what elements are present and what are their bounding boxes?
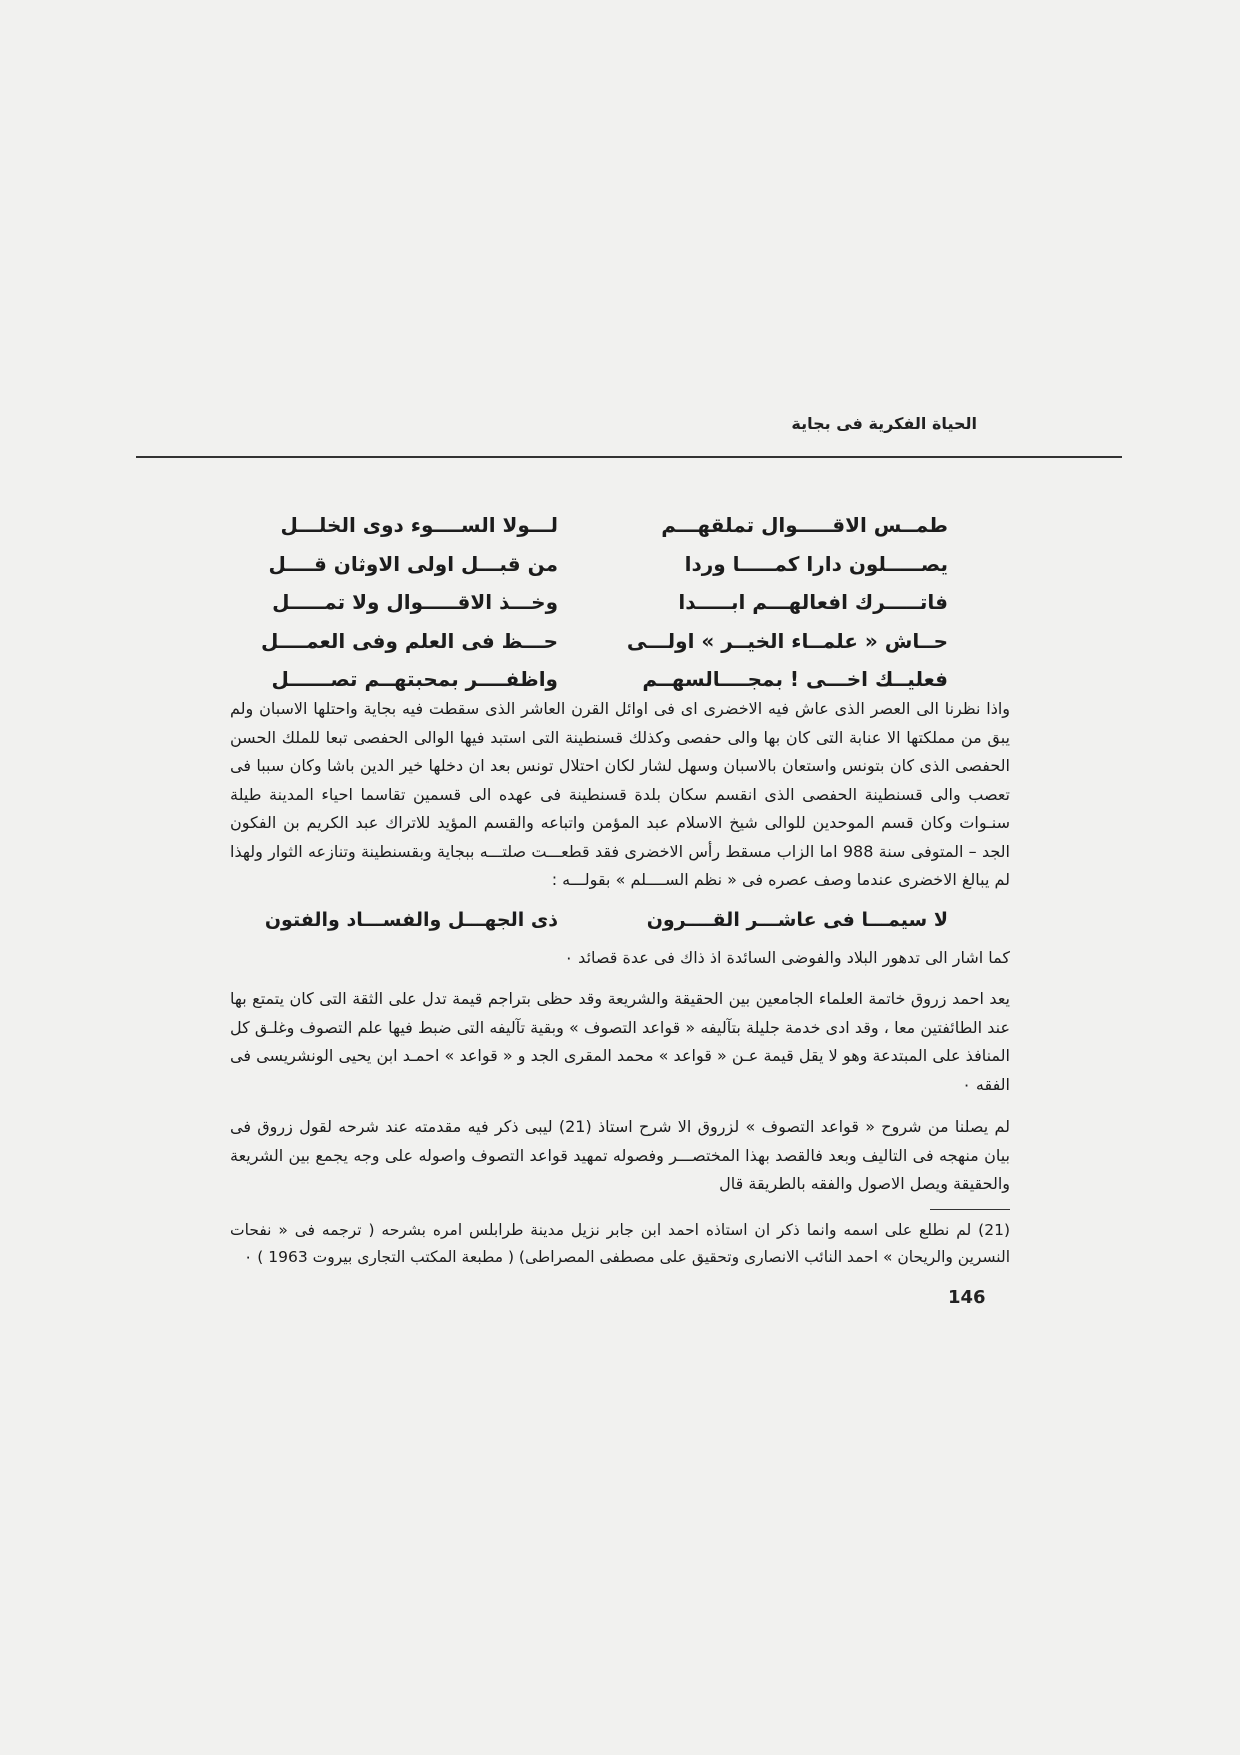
running-head: الحياة الفكرية فى بجاية: [791, 414, 977, 433]
footnote: (21) لم نطلع على اسمه وانما ذكر ان استاذه احمد ابن جابر نزيل مدينة طرابلس امره بشرحه ( ترجمه فى « نفحات النسرين والريحان » احمد النائب الانصارى وتحقيق على مصطفى المصراطى) ( مطبعة المكتب التجارى بيروت 1963 ) ٠: [230, 1221, 1010, 1266]
verse-hemistich-second: حـــظ فى العلم وفى العمــــل: [260, 628, 558, 653]
verse-hemistich-first: يصـــــلون دارا كمـــــا وردا: [684, 551, 948, 576]
verse-line: [228, 545, 948, 584]
verse-line: [228, 660, 948, 699]
verse-hemistich-first: لا سيمـــا فى عاشـــر القــــرون: [646, 909, 948, 931]
footnote-rule: [930, 1209, 1010, 1210]
verse-hemistich-first: فاتـــــرك افعالهـــم ابـــــدا: [678, 590, 948, 614]
verse-hemistich-first: حــاش « علمــاء الخيــر » اولـــى: [626, 628, 948, 653]
verse-hemistich-first: طمــس الاقـــــوال تملقهـــم: [661, 513, 948, 537]
page-number: 146: [948, 1287, 986, 1308]
body-paragraph: واذا نظرنا الى العصر الذى عاش فيه الاخضرى اى فى اوائل القرن العاشر الذى سقطت فيه بجاية واحتلها الاسبان ولم يبق من مملكتها الا عنابة التى كان بها والى حفصى وكذلك قسنطينة التى استبد فيها الوالى الحفصى تبعا للملك الحسن الحفصى الذى كان بتونس واستعان بالاسبان وسهل لشار لكان احتلال تونس بعد ان دخلها خير الدين باشا وكان سببا فى تعصب والى قسنطينة الحفصى الذى انقسم سكان بلدة قسنطينة فى عهده الى قسمين تقاسما احياء المدينة طيلة سنـوات وكان قسم الموحدين للوالى شيخ الاسلام عبد المؤمن واتباعه والقسم المؤيد للاتراك عبد الكريم بن الفكون الجد – المتوفى سنة 988 اما الزاب مسقط رأس الاخضرى فقد قطعـــت صلتـــه ببجاية وبقسنطينة وتنازعه الثوار ولهذا لم يبالغ الاخضرى عندما وصف عصره فى « نظم الســــلم » بقولـــه :: [230, 699, 1010, 889]
header-rule: [136, 456, 1122, 458]
verse-line: [228, 583, 948, 622]
verse-hemistich-second: واظفــــر بمحبتهــم تصــــــل: [271, 667, 558, 691]
body-paragraph: يعد احمد زروق خاتمة العلماء الجامعين بين الحقيقة والشريعة وقد حظى بتراجم قيمة تدل على الثقة التى كان يتمتع بها عند الطائفتين معا ، وقد ادى خدمة جليلة بتآليفه « قواعد التصوف » وبقية تآليفه التى ضبط فيها علم التصوف وغلـق كل المنافذ على المبتدعة وهو لا يقل قيمة عـن « قواعد » محمد المقرى الجد و « قواعد » احمـد ابن يحيى الونشريسى فى الفقه ٠: [230, 989, 1010, 1094]
verse-hemistich-second: وخـــذ الاقـــــوال ولا تمـــــل: [272, 590, 558, 614]
body-paragraph: كما اشار الى تدهور البلاد والفوضى السائدة اذ ذاك فى عدة قصائد ٠: [564, 948, 1010, 967]
verse-block: [228, 506, 948, 699]
body-paragraph: لم يصلنا من شروح « قواعد التصوف » لزروق الا شرح استاذ (21) ليبى ذكر فيه مقدمته عند شرحه لقول زروق فى بيان منهجه فى التاليف وبعد فالقصد بهذا المختصـــر وفصوله تمهيد قواعد التصوف واصوله على وجه يجمع بين الشريعة والحقيقة ويصل الاصول والفقه بالطريقة قال: [230, 1117, 1010, 1193]
verse-line: [228, 506, 948, 545]
verse-hemistich-second: من قبـــل اولى الاوثان قــــل: [268, 551, 558, 576]
verse-hemistich-second: ذى الجهـــل والفســـاد والفتون: [264, 909, 558, 931]
verse-hemistich-first: فعليــك اخـــى ! بمجــــالسهــم: [642, 667, 948, 691]
quoted-verse: [228, 909, 948, 931]
verse-line: [228, 622, 948, 661]
verse-hemistich-second: لـــولا الســــوء دوى الخلـــل: [280, 513, 558, 537]
